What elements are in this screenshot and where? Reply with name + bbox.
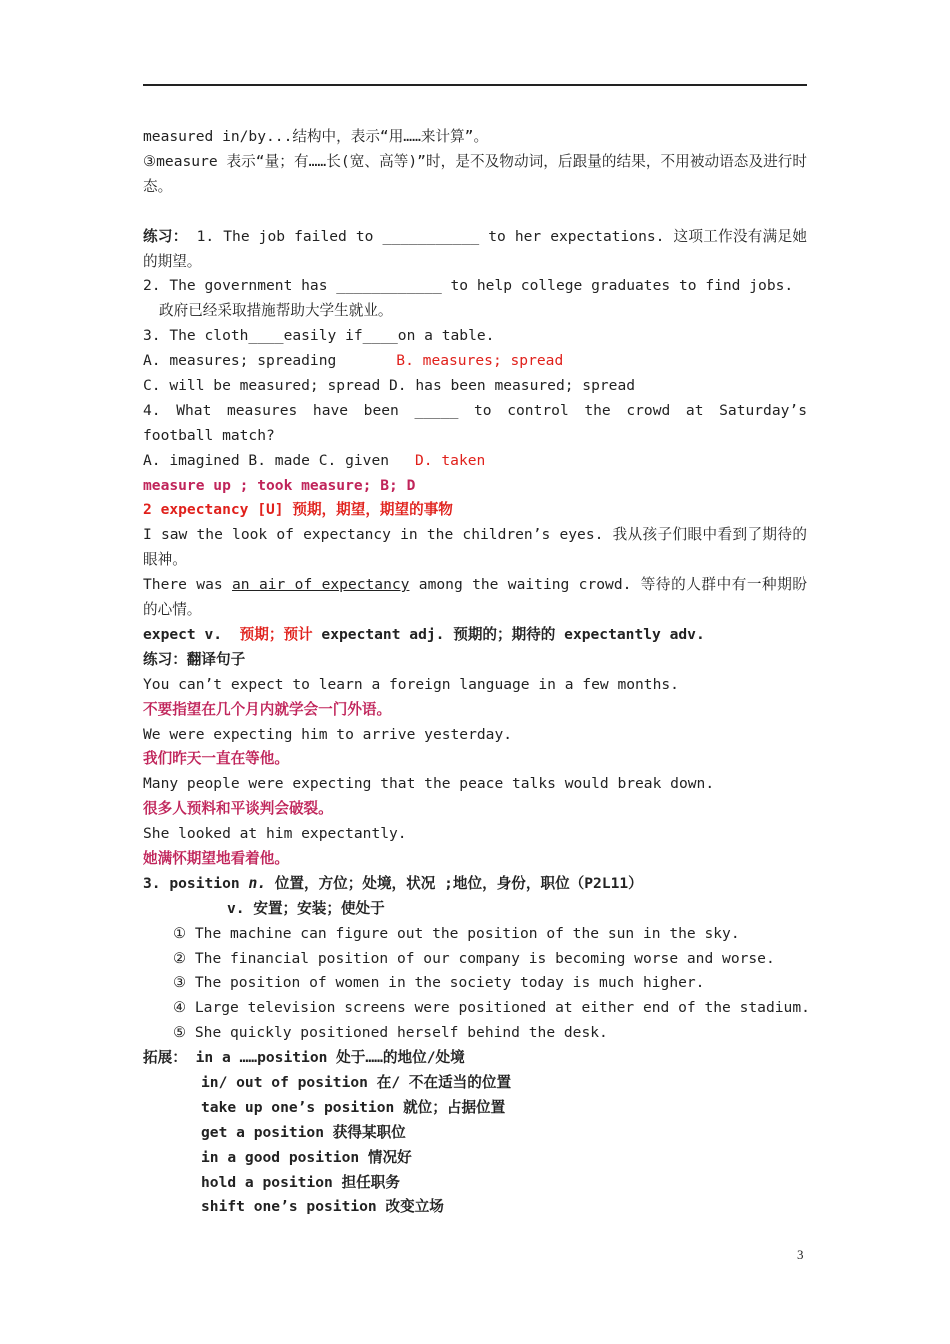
exercise-2-translation: 政府已经采取措施帮助大学生就业。	[159, 302, 393, 320]
exercise-2: 2. The government has ____________ to help college graduates to find jobs.	[143, 277, 794, 295]
translate-sentence: She looked at him expectantly.	[143, 825, 407, 843]
exercise-3-options-ab: A. measures; spreading B. measures; spread	[143, 352, 564, 370]
position-example: ④ Large television screens were positioned at either end of the stadium.	[173, 999, 810, 1017]
extension-label: 拓展：	[143, 1049, 187, 1067]
text-paragraph: ③measure 表示“量；有……长(宽、高等)”时，是不及物动词，后跟量的结果，不用被动语态及进行时态。	[143, 152, 807, 195]
translate-answer: 不要指望在几个月内就学会一门外语。	[143, 700, 392, 718]
extension-item: get a position 获得某职位	[201, 1123, 406, 1141]
header-rule	[143, 84, 807, 86]
position-example: ② The financial position of our company is becoming worse and worse.	[173, 949, 775, 967]
extension-item: 拓展： in a ……position 处于……的地位/处境	[143, 1049, 465, 1067]
translate-sentence: You can’t expect to learn a foreign language in a few months.	[143, 675, 679, 693]
position-example: ③ The position of women in the society today is much higher.	[173, 974, 705, 992]
example-sentence: I saw the look of expectancy in the children’s eyes. 我从孩子们眼中看到了期待的眼神。	[143, 526, 807, 569]
translate-exercise-label: 练习：翻译句子	[143, 650, 246, 668]
answer-key: measure up ; took measure; B; D	[143, 476, 416, 494]
translate-answer: 很多人预料和平谈判会破裂。	[143, 800, 333, 818]
extension-item: in a good position 情况好	[201, 1148, 412, 1166]
position-verb-meaning: v. 安置；安装；使处于	[227, 899, 385, 917]
exercise-3: 3. The cloth____easily if____on a table.	[143, 327, 495, 345]
text-line: measured in/by...结构中，表示“用……来计算”。	[143, 128, 489, 145]
exercise-label: 练习：	[143, 227, 188, 245]
heading-position: 3. position n. 位置，方位；处境，状况 ;地位，身份，职位（P2L11）	[143, 874, 643, 892]
extension-item: take up one’s position 就位；占据位置	[201, 1098, 506, 1116]
extension-item: shift one’s position 改变立场	[201, 1198, 444, 1216]
document-body	[143, 125, 810, 1220]
exercise-4-options: A. imagined B. made C. given D. taken	[143, 451, 486, 469]
correct-option: D. taken	[415, 451, 486, 469]
page-number: 3	[797, 1247, 804, 1262]
exercise-1: 练习： 1. The job failed to ___________ to her expectations. 这项工作没有满足她的期望。	[143, 227, 807, 270]
extension-item: in/ out of position 在/ 不在适当的位置	[201, 1074, 512, 1091]
translate-sentence: Many people were expecting that the peace talks would break down.	[143, 775, 715, 793]
translate-answer: 我们昨天一直在等他。	[143, 750, 289, 768]
translate-sentence: We were expecting him to arrive yesterday.	[143, 725, 513, 743]
position-example: ⑤ She quickly positioned herself behind the desk.	[173, 1024, 608, 1042]
position-example: ① The machine can figure out the position of the sun in the sky.	[173, 924, 740, 942]
exercise-4: 4. What measures have been _____ to control the crowd at Saturday’s football match?	[143, 401, 807, 444]
correct-option: B. measures; spread	[396, 352, 564, 370]
extension-item: hold a position 担任职务	[201, 1173, 400, 1191]
heading-expectancy: 2 expectancy [U] 预期，期望，期望的事物	[143, 501, 453, 519]
example-sentence: There was an air of expectancy among the waiting crowd. 等待的人群中有一种期盼的心情。	[143, 576, 807, 619]
translate-answer: 她满怀期望地看着他。	[143, 849, 289, 867]
word-family: expect v. 预期；预计 expectant adj. 预期的；期待的 expectantly adv.	[143, 625, 705, 643]
exercise-3-options-cd: C. will be measured; spread D. has been measured; spread	[143, 376, 636, 394]
